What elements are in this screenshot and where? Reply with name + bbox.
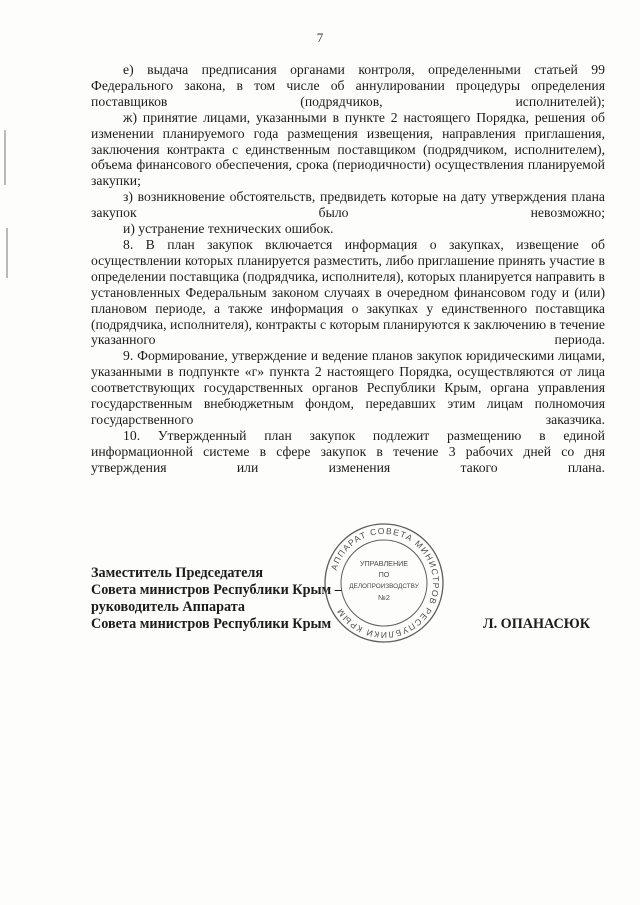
- paragraph-10: 10. Утвержденный план закупок подлежит размещению в единой информационной системе в сфере закупок в течение 3 рабочих дней со дня утверждения или изменения такого плана.: [91, 427, 605, 475]
- paragraph-zh: ж) принятие лицами, указанными в пункте 2 настоящего Порядка, решения об изменении планируемого года размещения извещения, направления приглашения, заключения контракта с единственным поставщиком (подрядчиком, исполнителем), объема финансового обеспечения, срока (периодичности) осуществления планируемой закупки;: [91, 109, 605, 189]
- signer-name: Л. ОПАНАСЮК: [483, 616, 591, 632]
- scan-margin-mark: [4, 130, 6, 185]
- signature-line: Совета министров Республики Крым –: [91, 582, 342, 598]
- paragraph-8: 8. В план закупок включается информация о закупках, извещение об осуществлении которых планируется разместить, либо приглашение принять участие в определении поставщика (подрядчика, исполнителя), которых планируется направить в установленных Федеральным законом случаях в очередном финансовом году и (или) плановом периоде, а также информация о закупках у единственного поставщика (подрядчика, исполнителя), контракты с которым планируются к заключению в течение указанного периода.: [91, 236, 605, 348]
- signature-line: руководитель Аппарата: [91, 599, 245, 615]
- paragraph-e: е) выдача предписания органами контроля, определенными статьей 99 Федерального закона, в том числе об аннулировании процедуры определения поставщиков (подрядчиков, исполнителей);: [91, 62, 605, 109]
- seal-center-line: ДЕЛОПРОИЗВОДСТВУ: [349, 583, 419, 590]
- paragraph-i: и) устранение технических ошибок.: [123, 221, 334, 237]
- paragraph-9: 9. Формирование, утверждение и ведение планов закупок юридическими лицами, указанными в подпункте «г» пункта 2 настоящего Порядка, осуществляются от лица соответствующих государственных органов Республики Крым, органа управления государственным внебюджетным фондом, передавших этим лицам полномочия государственного заказчика.: [91, 348, 605, 427]
- seal-center-line: УПРАВЛЕНИЕ: [359, 559, 409, 568]
- paragraph-z: з) возникновение обстоятельств, предвидеть которые на дату утверждения плана закупок было невозможно;: [91, 189, 605, 221]
- page-number: 7: [316, 30, 324, 45]
- seal-center-line: №2: [378, 593, 390, 602]
- seal-ring-text: АППАРАТ СОВЕТА МИНИСТРОВ РЕСПУБЛИКИ КРЫМ: [328, 525, 442, 641]
- official-seal: [322, 521, 446, 645]
- seal-center-line: ПО: [378, 570, 390, 579]
- scan-margin-mark: [6, 228, 8, 278]
- document-body: [91, 62, 605, 476]
- signature-line: Заместитель Председателя: [91, 565, 264, 581]
- signature-line: Совета министров Республики Крым: [91, 616, 332, 632]
